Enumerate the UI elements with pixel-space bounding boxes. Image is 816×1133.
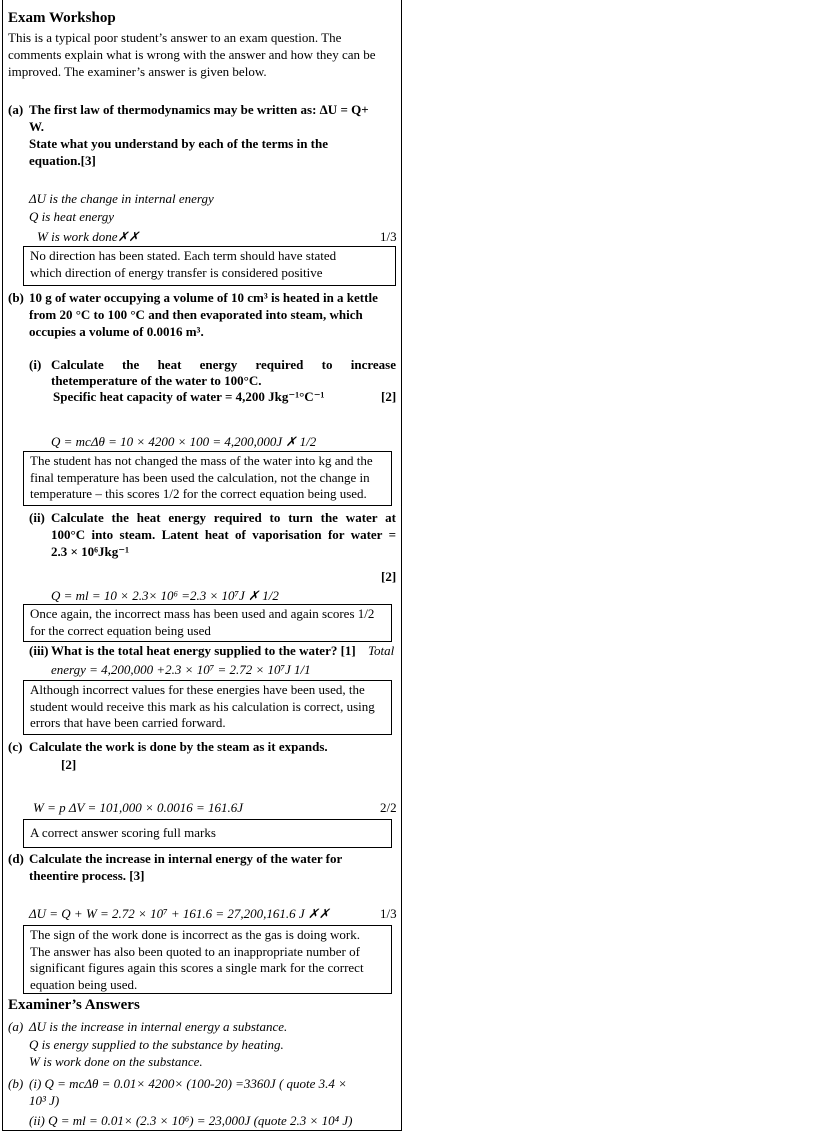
examiner-b-i-line-2: 10³ J) bbox=[29, 1093, 60, 1108]
part-b-iii-comment-3: errors that have been carried forward. bbox=[30, 715, 226, 730]
part-b-i-comment-3: temperature – this scores 1/2 for the correct equation being used. bbox=[30, 486, 367, 501]
examiner-b-ii-line: (ii) Q = ml = 0.01× (2.3 × 10⁶) = 23,000J (quote 2.3 × 10⁴ J) bbox=[29, 1113, 353, 1128]
part-b-i-marks: [2] bbox=[381, 389, 397, 404]
part-b-iii-label: (iii) bbox=[29, 643, 49, 658]
intro-line-3: improved. The examiner’s answer is given below. bbox=[8, 64, 267, 79]
part-b-ii-comment-box bbox=[23, 604, 392, 642]
part-b-iii-comment-1: Although incorrect values for these energies have been used, the bbox=[30, 682, 365, 697]
part-b-ii-comment-2: for the correct equation being used bbox=[30, 622, 211, 638]
part-b-ii-question-2: 100°C into steam. Latent heat of vaporisation for water = bbox=[51, 527, 396, 542]
part-d-comment-box bbox=[23, 925, 392, 994]
part-c-question: Calculate the work is done by the steam as it expands. bbox=[29, 739, 328, 754]
part-b-i-answer: Q = mcΔθ = 10 × 4200 × 100 = 4,200,000J ✗ 1/2 bbox=[51, 434, 317, 449]
examiner-a-label: (a) bbox=[8, 1019, 24, 1034]
part-b-i-question-1: Calculate the heat energy required to increase bbox=[51, 357, 396, 372]
part-b-iii-comment-box bbox=[23, 680, 392, 735]
part-b-ii-answer: Q = ml = 10 × 2.3× 10⁶ =2.3 × 10⁷J ✗ 1/2 bbox=[51, 588, 279, 603]
part-b-iii-comment-2: student would receive this mark as his calculation is correct, using bbox=[30, 698, 375, 714]
examiner-a-line-2: Q is energy supplied to the substance by heating. bbox=[29, 1037, 284, 1052]
part-a-answer-3: W is work done✗✗ bbox=[37, 229, 140, 244]
part-a-answer-2: Q is heat energy bbox=[29, 209, 115, 224]
part-d-comment-1: The sign of the work done is incorrect as the gas is doing work. bbox=[30, 927, 360, 942]
part-a-question-2: W. bbox=[29, 119, 45, 134]
part-b-ii-question-1: Calculate the heat energy required to turn the water at bbox=[51, 510, 396, 525]
part-a-answer-1: ΔU is the change in internal energy bbox=[29, 191, 214, 206]
part-b-i-comment-box bbox=[23, 451, 392, 506]
part-d-question-2: theentire process. [3] bbox=[29, 868, 145, 883]
part-b-iii-answer: energy = 4,200,000 +2.3 × 10⁷ = 2.72 × 10⁷J 1/1 bbox=[51, 662, 311, 677]
intro-line-1: This is a typical poor student’s answer to an exam question. The bbox=[8, 30, 342, 45]
part-c-comment-box bbox=[23, 819, 392, 848]
part-b-ii-marks: [2] bbox=[381, 569, 397, 584]
part-a-label: (a) bbox=[8, 102, 24, 117]
part-b-question-3: occupies a volume of 0.0016 m³. bbox=[29, 324, 204, 339]
part-b-ii-label: (ii) bbox=[29, 510, 45, 525]
part-a-question-1: The first law of thermodynamics may be written as: ΔU = Q+ bbox=[29, 102, 369, 117]
examiner-a-line-1: ΔU is the increase in internal energy a substance. bbox=[29, 1019, 288, 1034]
examiner-b-label: (b) bbox=[8, 1076, 24, 1091]
part-b-i-question-3: Specific heat capacity of water = 4,200 Jkg⁻¹°C⁻¹ bbox=[53, 389, 325, 404]
part-d-score: 1/3 bbox=[380, 906, 397, 921]
part-b-i-question-2: thetemperature of the water to 100°C. bbox=[51, 373, 262, 388]
part-a-comment-box bbox=[23, 246, 396, 286]
part-a-question-3: State what you understand by each of the terms in the bbox=[29, 136, 328, 151]
part-a-question-4: equation.[3] bbox=[29, 153, 96, 168]
part-d-question-1: Calculate the increase in internal energy of the water for bbox=[29, 851, 343, 866]
page-title: Exam Workshop bbox=[8, 10, 116, 26]
part-d-comment-4: equation being used. bbox=[30, 976, 138, 992]
part-c-comment: A correct answer scoring full marks bbox=[30, 825, 216, 840]
part-b-i-comment-1: The student has not changed the mass of the water into kg and the bbox=[30, 453, 373, 468]
part-a-comment-2: which direction of energy transfer is considered positive bbox=[30, 264, 323, 280]
part-b-question-1: 10 g of water occupying a volume of 10 cm³ is heated in a kettle bbox=[29, 290, 378, 305]
part-c-score: 2/2 bbox=[380, 800, 397, 815]
intro-line-2: comments explain what is wrong with the answer and how they can be bbox=[8, 47, 376, 62]
part-b-iii-question: What is the total heat energy supplied to the water? [1] bbox=[51, 643, 356, 658]
examiner-heading: Examiner’s Answers bbox=[8, 997, 140, 1013]
part-d-answer: ΔU = Q + W = 2.72 × 10⁷ + 161.6 = 27,200,161.6 J ✗✗ bbox=[29, 906, 330, 921]
part-d-label: (d) bbox=[8, 851, 24, 866]
part-c-answer: W = p ΔV = 101,000 × 0.0016 = 161.6J bbox=[33, 800, 244, 815]
part-b-question-2: from 20 °C to 100 °C and then evaporated into steam, which bbox=[29, 307, 363, 322]
part-b-label: (b) bbox=[8, 290, 24, 305]
part-c-marks: [2] bbox=[61, 757, 77, 772]
part-b-ii-question-3: 2.3 × 10⁶Jkg⁻¹ bbox=[51, 544, 130, 559]
part-b-i-label: (i) bbox=[29, 357, 42, 372]
examiner-b-i-line-1: (i) Q = mcΔθ = 0.01× 4200× (100-20) =3360J ( quote 3.4 × bbox=[29, 1076, 347, 1091]
part-c-label: (c) bbox=[8, 739, 23, 754]
examiner-a-line-3: W is work done on the substance. bbox=[29, 1054, 203, 1069]
part-a-score: 1/3 bbox=[380, 229, 397, 244]
part-b-ii-comment-1: Once again, the incorrect mass has been used and again scores 1/2 bbox=[30, 606, 375, 621]
part-b-iii-answer-prefix: Total bbox=[368, 643, 395, 658]
part-d-comment-3: significant figures again this scores a single mark for the correct bbox=[30, 960, 364, 975]
part-a-comment-1: No direction has been stated. Each term should have stated bbox=[30, 248, 337, 263]
part-b-i-comment-2: final temperature has been used the calculation, not the change in bbox=[30, 469, 370, 485]
part-d-comment-2: The answer has also been quoted to an inappropriate number of bbox=[30, 943, 360, 959]
